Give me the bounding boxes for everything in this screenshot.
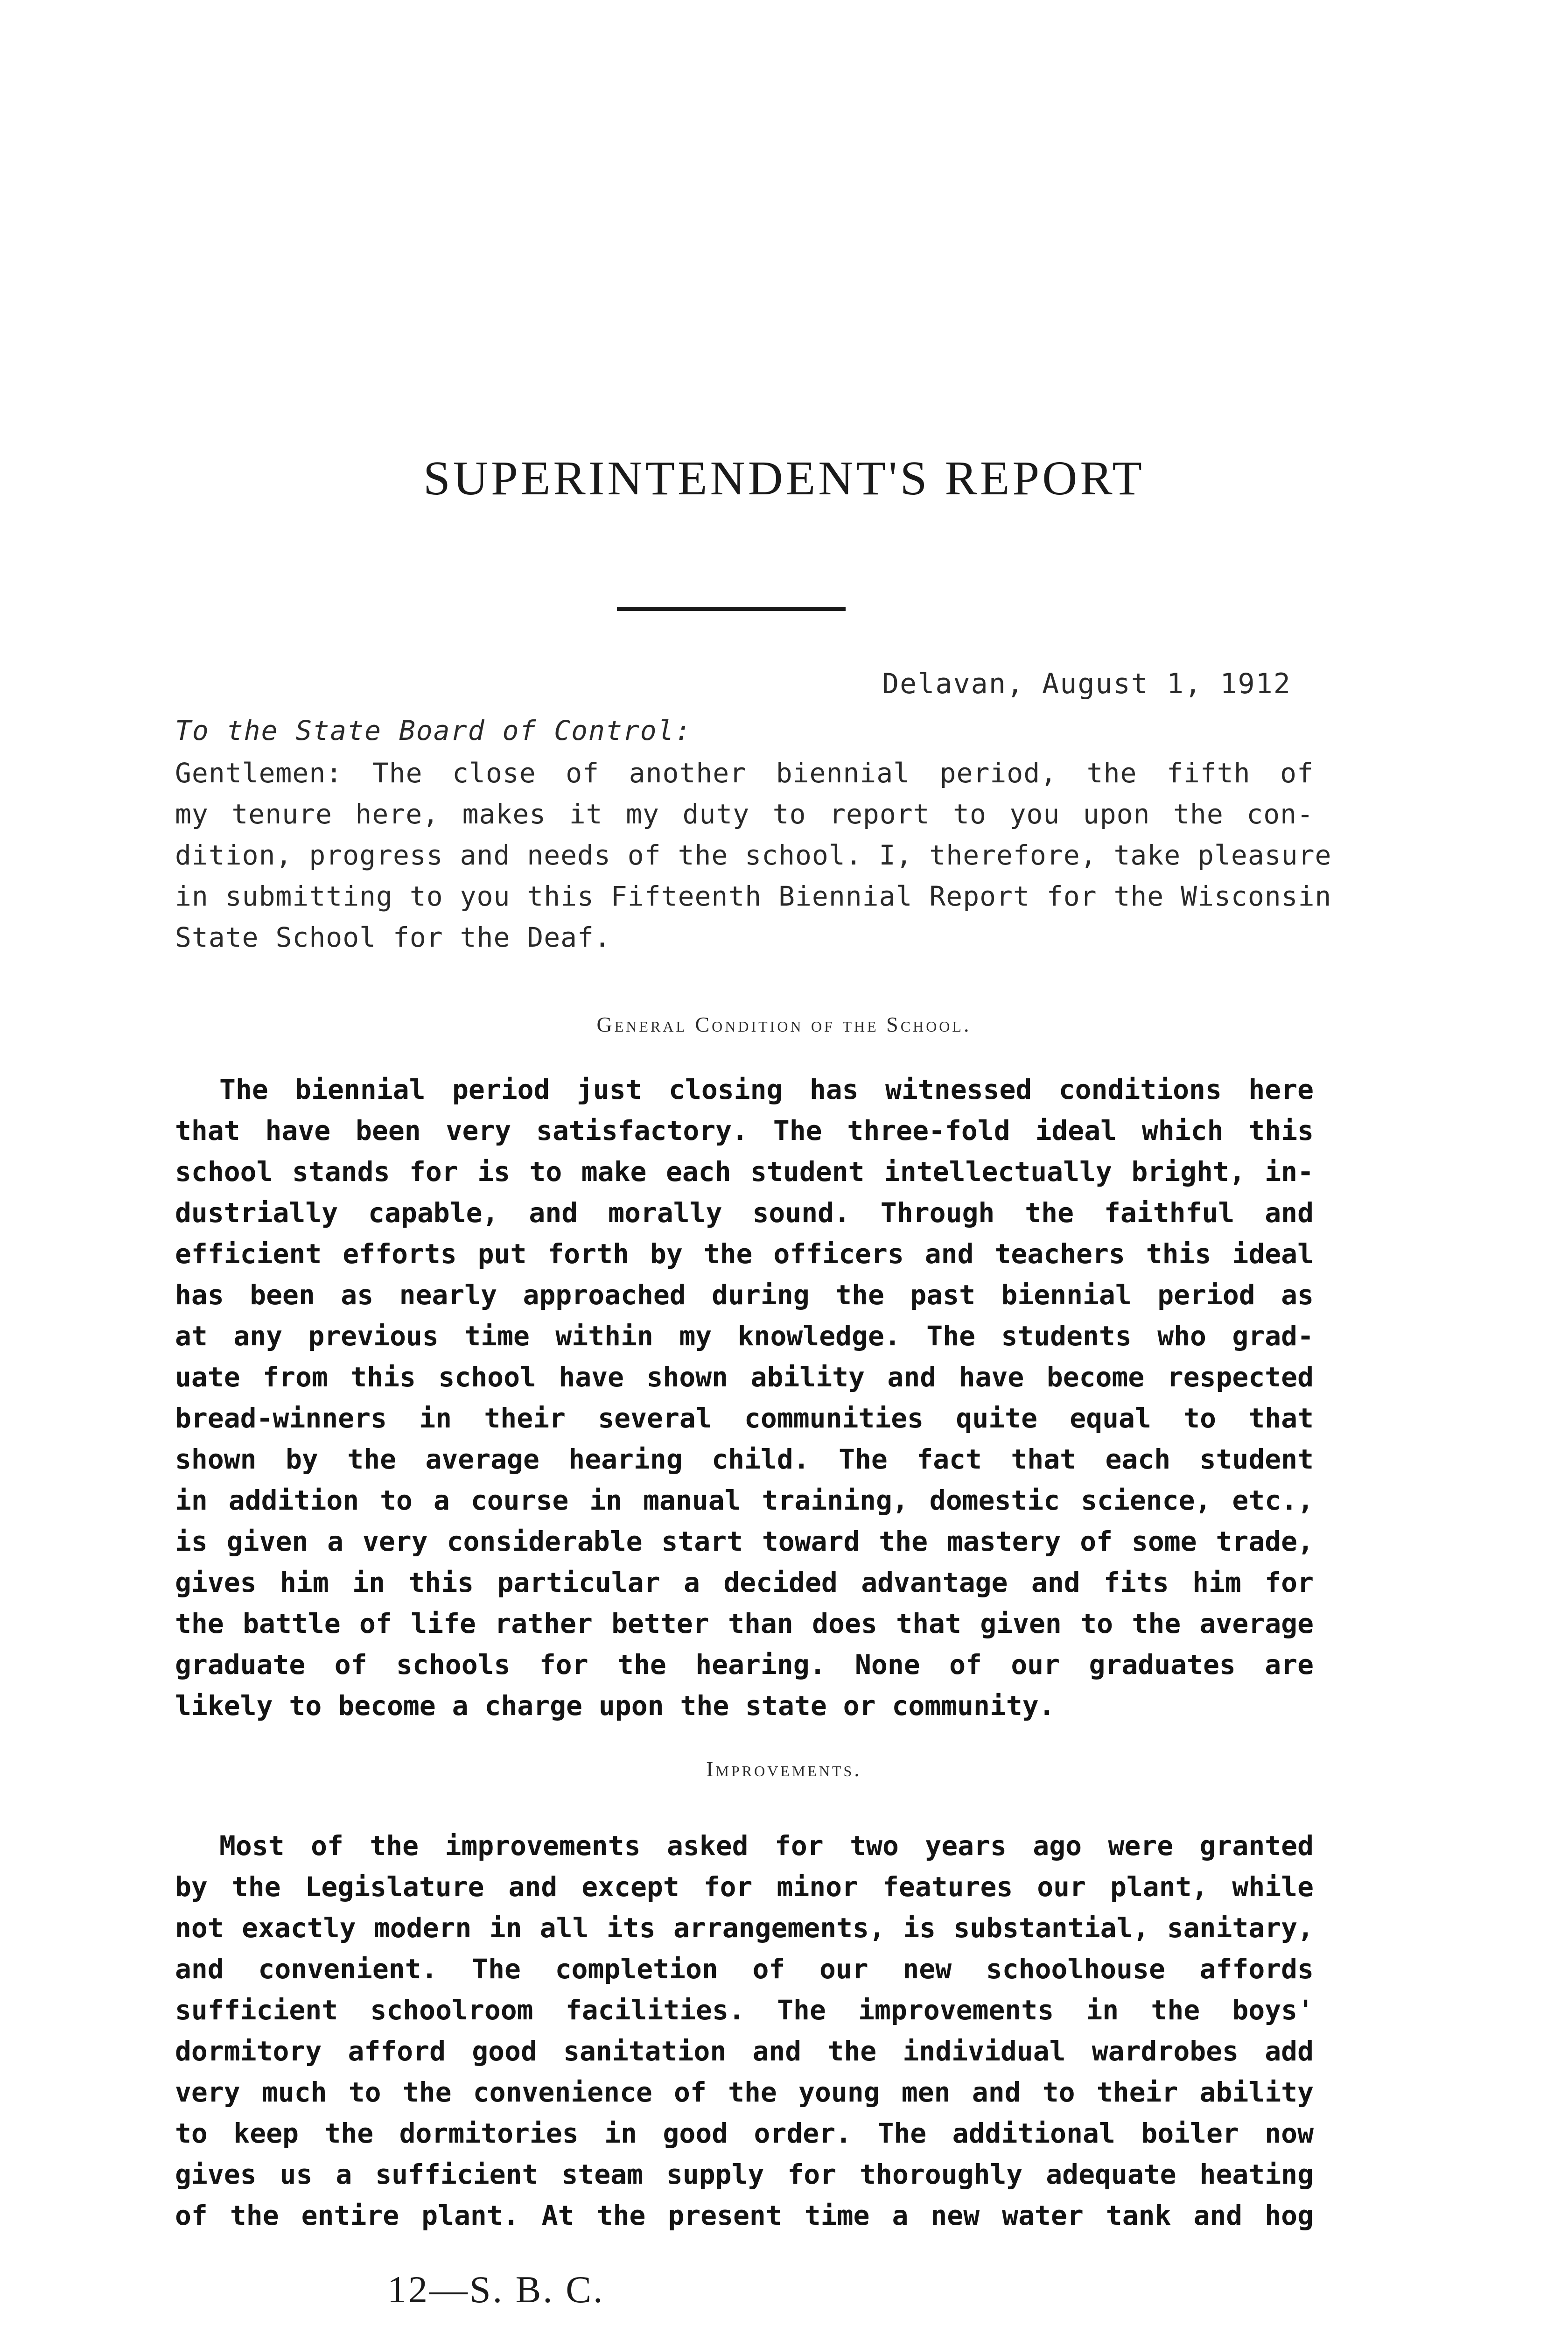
page-title: SUPERINTENDENT'S REPORT [423, 451, 1145, 505]
paragraph-line: the battle of life rather better than does that given to the average [175, 1608, 1314, 1639]
dateline: Delavan, August 1, 1912 [882, 668, 1291, 700]
section-paragraph-general-condition [175, 1069, 1314, 1726]
paragraph-line: likely to become a charge upon the state or community. [175, 1690, 1055, 1722]
paragraph-line: school stands for is to make each student intellectually bright, in- [175, 1156, 1314, 1188]
intro-line: dition, progress and needs of the school. I, therefore, take pleasure [175, 839, 1332, 871]
page-footer-signature: 12—S. B. C. [387, 2268, 605, 2311]
intro-line: in submitting to you this Fifteenth Biennial Report for the Wisconsin [175, 880, 1332, 912]
paragraph-line: to keep the dormitories in good order. The additional boiler now [175, 2117, 1314, 2149]
section-heading-general-condition: General Condition of the School. [596, 1012, 972, 1036]
paragraph-line: efficient efforts put forth by the officers and teachers this ideal [175, 1238, 1314, 1270]
paragraph-line: shown by the average hearing child. The fact that each student [175, 1443, 1314, 1475]
paragraph-line: at any previous time within my knowledge. The students who grad- [175, 1320, 1314, 1352]
intro-line: my tenure here, makes it my duty to report to you upon the con- [175, 798, 1314, 830]
paragraph-line: The biennial period just closing has witnessed conditions here [219, 1074, 1314, 1105]
intro-paragraph [175, 752, 1332, 958]
salutation: To the State Board of Control: [175, 715, 692, 746]
paragraph-line: very much to the convenience of the young men and to their ability [175, 2076, 1314, 2108]
paragraph-line: graduate of schools for the hearing. None of our graduates are [175, 1649, 1314, 1680]
paragraph-line: has been as nearly approached during the past biennial period as [175, 1279, 1314, 1311]
paragraph-line: and convenient. The completion of our new schoolhouse affords [175, 1953, 1314, 1985]
intro-line: State School for the Deaf. [175, 921, 611, 953]
paragraph-line: gives us a sufficient steam supply for thoroughly adequate heating [175, 2158, 1314, 2190]
paragraph-line: gives him in this particular a decided advantage and fits him for [175, 1567, 1314, 1598]
intro-line: Gentlemen: The close of another biennial period, the fifth of [175, 757, 1314, 789]
paragraph-line: not exactly modern in all its arrangements, is substantial, sanitary, [175, 1912, 1314, 1944]
section-paragraph-improvements [175, 1825, 1314, 2236]
paragraph-line: in addition to a course in manual training, domestic science, etc., [175, 1484, 1314, 1516]
paragraph-line: dustrially capable, and morally sound. Through the faithful and [175, 1197, 1314, 1229]
paragraph-line: by the Legislature and except for minor features our plant, while [175, 1871, 1314, 1903]
section-heading-improvements: Improvements. [706, 1757, 862, 1781]
paragraph-line: bread-winners in their several communities quite equal to that [175, 1402, 1314, 1434]
paragraph-line: dormitory afford good sanitation and the individual wardrobes add [175, 2035, 1314, 2067]
paragraph-line: is given a very considerable start toward the mastery of some trade, [175, 1526, 1314, 1557]
paragraph-line: sufficient schoolroom facilities. The improvements in the boys' [175, 1994, 1314, 2026]
paragraph-line: uate from this school have shown ability and have become respected [175, 1361, 1314, 1393]
paragraph-line: of the entire plant. At the present time a new water tank and hog [175, 2200, 1314, 2231]
title-divider-rule [617, 607, 846, 611]
paragraph-line: that have been very satisfactory. The three-fold ideal which this [175, 1115, 1314, 1146]
paragraph-line: Most of the improvements asked for two years ago were granted [219, 1830, 1314, 1862]
